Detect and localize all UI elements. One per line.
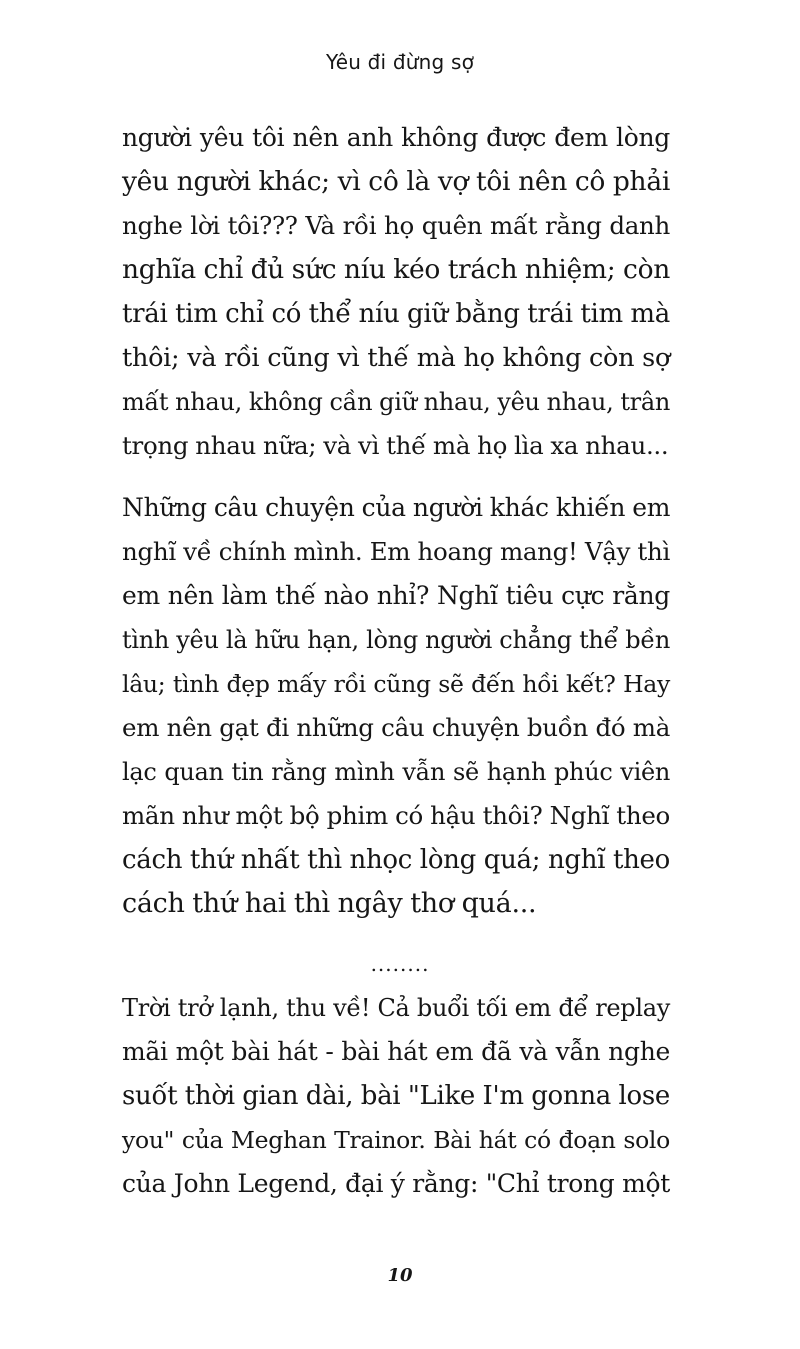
text-line: yêu người khác; vì cô là vợ tôi nên cô phải [122,166,670,197]
text-line: tình yêu là hữu hạn, lòng người chẳng thể bền [122,626,670,654]
paragraph-2 [122,486,670,926]
section-separator: ........ [370,952,430,976]
text-line: cách thứ hai thì ngây thơ quá... [122,888,537,919]
text-line: mãn như một bộ phim có hậu thôi? Nghĩ theo [122,801,670,830]
text-line: lạc quan tin rằng mình vẫn sẽ hạnh phúc viên [122,758,670,786]
text-line: Trời trở lạnh, thu về! Cả buổi tối em để replay [122,994,670,1022]
text-line: suốt thời gian dài, bài "Like I'm gonna lose [122,1081,670,1111]
text-line: nghĩ về chính mình. Em hoang mang! Vậy thì [122,537,670,566]
paragraph-1 [122,116,670,468]
text-line: em nên làm thế nào nhỉ? Nghĩ tiêu cực rằng [122,581,670,610]
text-line: lâu; tình đẹp mấy rồi cũng sẽ đến hồi kết? Hay [122,670,670,698]
text-line: mãi một bài hát - bài hát em đã và vẫn nghe [122,1037,670,1066]
text-line: thôi; và rồi cũng vì thế mà họ không còn sợ [122,343,670,373]
text-line: của John Legend, đại ý rằng: "Chỉ trong một [122,1169,670,1198]
page-number: 10 [387,1265,413,1286]
text-line: Những câu chuyện của người khác khiến em [122,493,671,522]
text-line: trọng nhau nữa; và vì thế mà họ lìa xa nhau... [122,431,669,460]
text-line: mất nhau, không cần giữ nhau, yêu nhau, trân [122,388,670,416]
text-line: trái tim chỉ có thể níu giữ bằng trái tim mà [122,299,670,329]
text-line: người yêu tôi nên anh không được đem lòng [122,123,670,152]
running-header: Yêu đi đừng sợ [325,50,475,74]
text-line: nghĩa chỉ đủ sức níu kéo trách nhiệm; còn [122,254,670,285]
paragraph-3 [122,986,670,1206]
text-line: em nên gạt đi những câu chuyện buồn đó mà [122,713,670,742]
text-line: you" của Meghan Trainor. Bài hát có đoạn solo [122,1126,670,1154]
text-line: cách thứ nhất thì nhọc lòng quá; nghĩ theo [122,845,670,875]
text-line: nghe lời tôi??? Và rồi họ quên mất rằng danh [122,211,670,240]
